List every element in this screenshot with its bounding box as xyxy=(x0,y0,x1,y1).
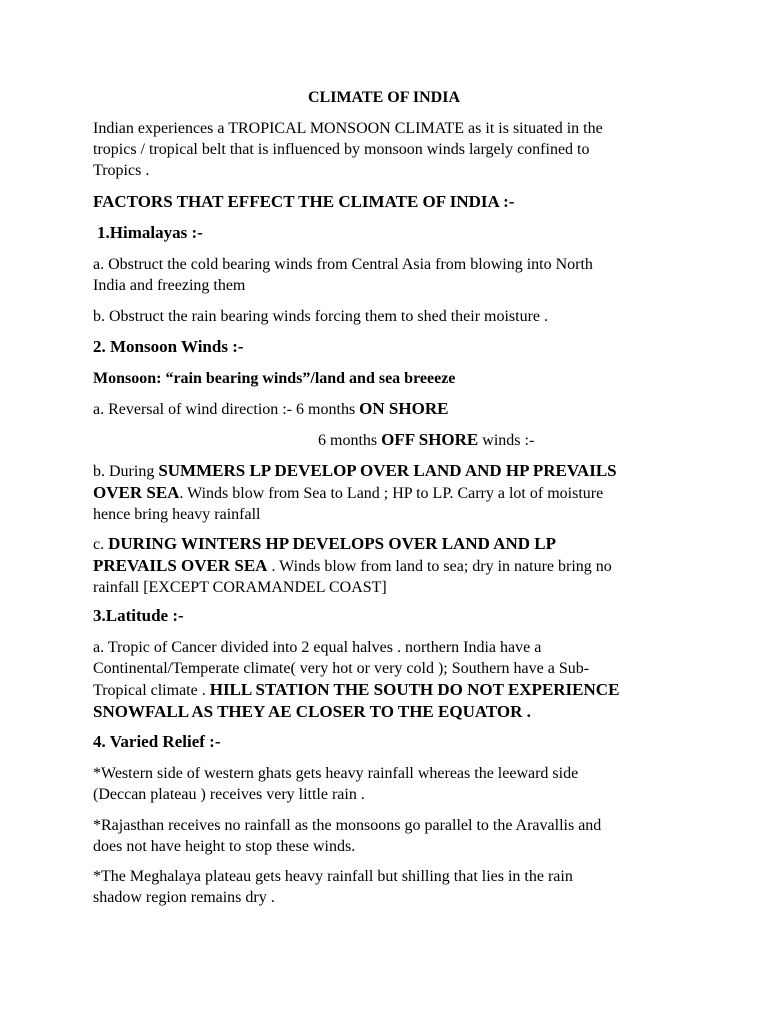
latitude-line-2: Continental/Temperate climate( very hot or very cold ); Southern have a Sub- xyxy=(93,660,590,677)
relief-paragraph-3 xyxy=(93,866,693,908)
relief-p1-line-1: *Western side of western ghats gets heavy rainfall whereas the leeward side xyxy=(93,765,579,782)
monsoon-b-suffix: . Winds blow from Sea to Land ; HP to LP. Carry a lot of moisture xyxy=(179,485,604,502)
monsoon-point-b xyxy=(93,460,693,525)
monsoon-b-bold-2: OVER SEA xyxy=(93,483,180,502)
relief-heading: 4. Varied Relief :- xyxy=(93,732,221,751)
intro-line-1: Indian experiences a TROPICAL MONSOON CLIMATE as it is situated in the xyxy=(93,120,603,137)
himalayas-a-line-2: India and freezing them xyxy=(93,277,246,294)
intro-paragraph xyxy=(93,118,693,181)
monsoon-b-line-3: hence bring heavy rainfall xyxy=(93,506,261,523)
monsoon-point-a-continued xyxy=(318,429,678,451)
relief-p3-line-1: *The Meghalaya plateau gets heavy rainfall but shilling that lies in the rain xyxy=(93,868,573,885)
latitude-point-a xyxy=(93,637,693,722)
intro-line-2: tropics / tropical belt that is influenced by monsoon winds largely confined to xyxy=(93,141,590,158)
latitude-line-1: a. Tropic of Cancer divided into 2 equal halves . northern India have a xyxy=(93,639,542,656)
monsoon-b-prefix: b. During xyxy=(93,463,159,480)
monsoon-c-bold-1: DURING WINTERS HP DEVELOPS OVER LAND AND LP xyxy=(108,534,557,553)
factors-heading: FACTORS THAT EFFECT THE CLIMATE OF INDIA :- xyxy=(93,192,515,211)
latitude-heading: 3.Latitude :- xyxy=(93,606,184,625)
monsoon-point-a xyxy=(93,398,693,420)
relief-p2-line-2: does not have height to stop these winds. xyxy=(93,838,356,855)
relief-paragraph-2 xyxy=(93,815,693,857)
himalayas-heading: 1.Himalayas :- xyxy=(97,223,203,242)
monsoon-subheading: Monsoon: “rain bearing winds”/land and sea breeeze xyxy=(93,370,456,387)
monsoon-heading: 2. Monsoon Winds :- xyxy=(93,337,244,356)
monsoon-c-bold-2: PREVAILS OVER SEA xyxy=(93,556,268,575)
latitude-line-4-bold: SNOWFALL AS THEY AE CLOSER TO THE EQUATOR . xyxy=(93,702,531,721)
page-title: CLIMATE OF INDIA xyxy=(307,89,460,106)
on-shore-text: ON SHORE xyxy=(359,399,449,418)
himalayas-point-b: b. Obstruct the rain bearing winds forcing them to shed their moisture . xyxy=(93,308,549,325)
intro-line-3: Tropics . xyxy=(93,162,150,179)
monsoon-c-prefix: c. xyxy=(93,536,109,553)
relief-p3-line-2: shadow region remains dry . xyxy=(93,889,275,906)
latitude-line-3-bold: HILL STATION THE SOUTH DO NOT EXPERIENCE xyxy=(209,680,620,699)
relief-paragraph-1 xyxy=(93,763,693,805)
monsoon-b-bold-1: SUMMERS LP DEVELOP OVER LAND AND HP PREVAILS xyxy=(158,461,617,480)
monsoon-a-text: a. Reversal of wind direction :- 6 months xyxy=(93,401,360,418)
monsoon-a2-text: 6 months xyxy=(318,432,382,449)
himalayas-point-a xyxy=(93,254,693,296)
monsoon-c-suffix: . Winds blow from land to sea; dry in nature bring no xyxy=(267,558,612,575)
off-shore-text: OFF SHORE xyxy=(381,430,479,449)
monsoon-c-line-3: rainfall [EXCEPT CORAMANDEL COAST] xyxy=(93,579,387,596)
monsoon-point-c xyxy=(93,533,693,598)
monsoon-a2-suffix: winds :- xyxy=(478,432,535,449)
relief-p1-line-2: (Deccan plateau ) receives very little rain . xyxy=(93,786,365,803)
relief-p2-line-1: *Rajasthan receives no rainfall as the monsoons go parallel to the Aravallis and xyxy=(93,817,602,834)
latitude-line-3-text: Tropical climate . xyxy=(93,682,210,699)
himalayas-a-line-1: a. Obstruct the cold bearing winds from Central Asia from blowing into North xyxy=(93,256,593,273)
